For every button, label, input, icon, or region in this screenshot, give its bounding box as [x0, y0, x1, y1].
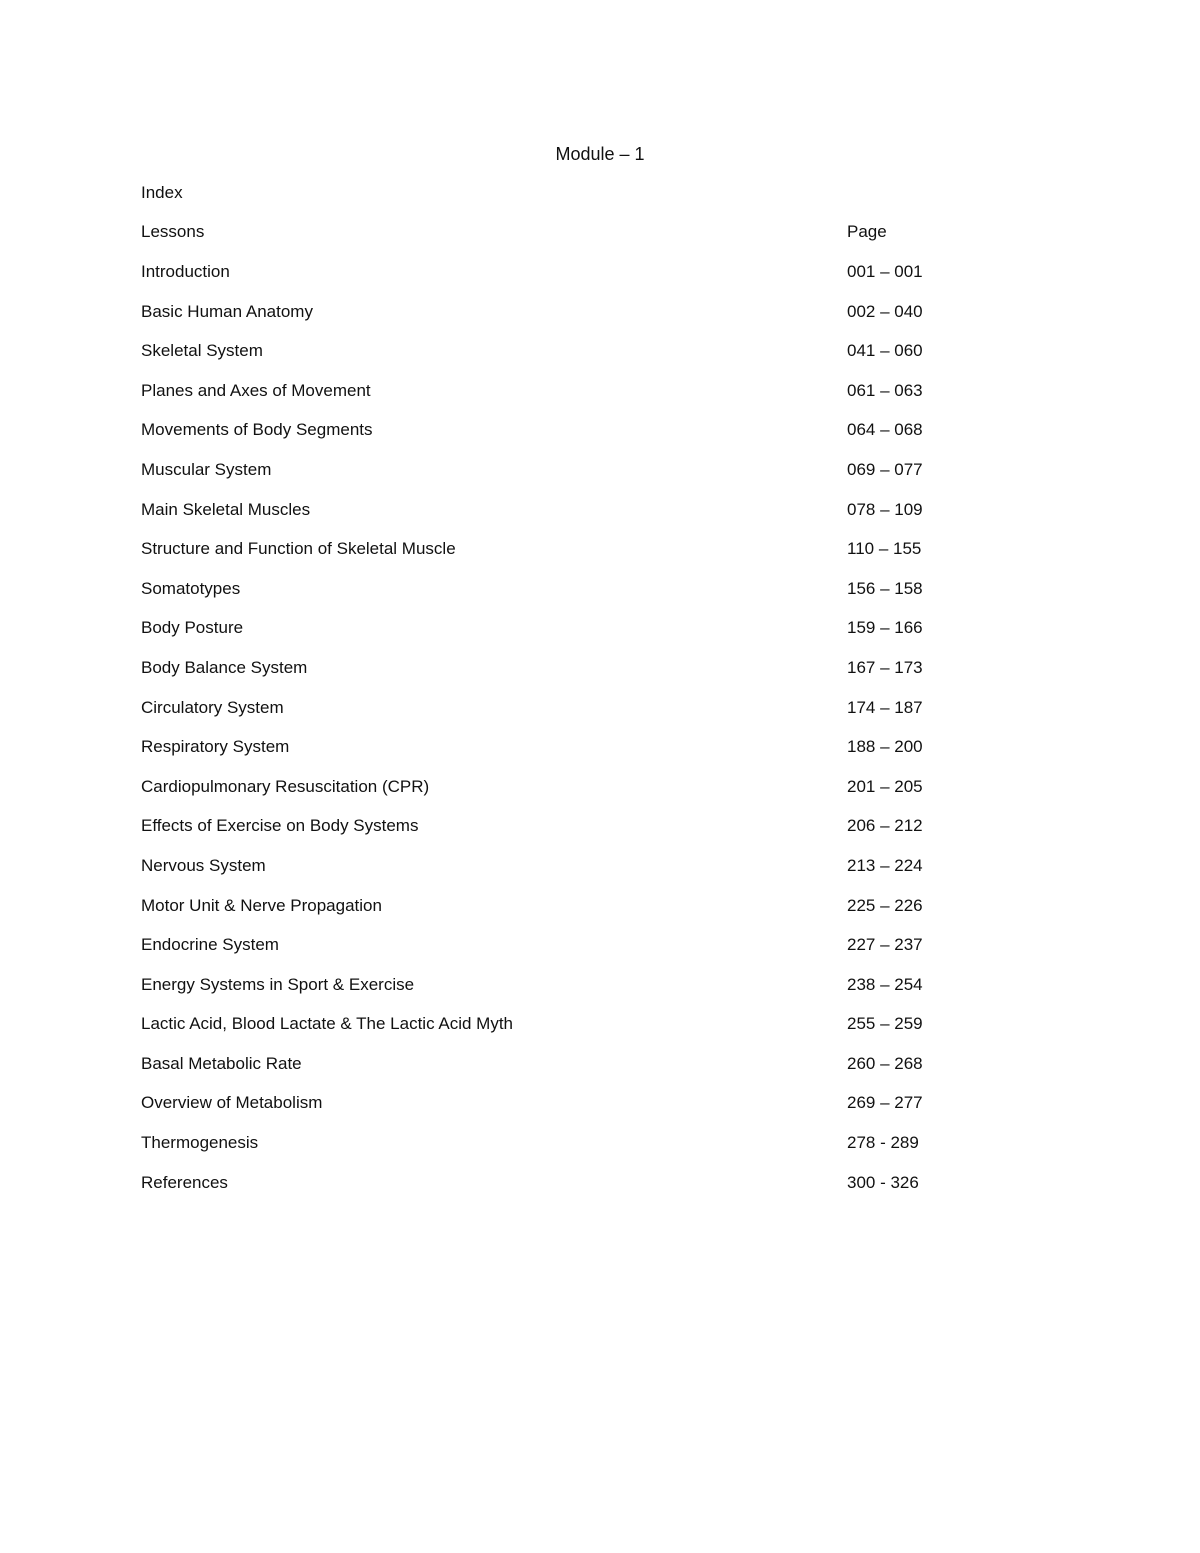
index-row	[141, 973, 941, 1013]
lesson-title: Movements of Body Segments	[141, 420, 373, 440]
page-range: 159 – 166	[847, 618, 923, 638]
lesson-title: Effects of Exercise on Body Systems	[141, 816, 419, 836]
lesson-title: Respiratory System	[141, 737, 290, 757]
index-row	[141, 537, 941, 577]
index-row	[141, 498, 941, 538]
page-range: 255 – 259	[847, 1014, 923, 1034]
page-range: 206 – 212	[847, 816, 923, 836]
lesson-title: Endocrine System	[141, 935, 279, 955]
page-range: 201 – 205	[847, 776, 923, 796]
index-row	[141, 577, 941, 617]
page-range: 174 – 187	[847, 697, 923, 717]
lesson-title: References	[141, 1172, 228, 1192]
lesson-title: Basic Human Anatomy	[141, 301, 313, 321]
lesson-title: Lactic Acid, Blood Lactate & The Lactic Acid Myth	[141, 1014, 513, 1034]
page-range: 278 - 289	[847, 1133, 919, 1153]
page-range: 002 – 040	[847, 301, 923, 321]
page-range: 078 – 109	[847, 499, 923, 519]
index-list	[141, 260, 941, 1210]
page-range: 260 – 268	[847, 1053, 923, 1073]
index-row	[141, 1131, 941, 1171]
lesson-title: Main Skeletal Muscles	[141, 499, 311, 519]
page-range: 238 – 254	[847, 974, 923, 994]
lessons-column-header: Lessons	[141, 222, 205, 241]
index-row	[141, 1012, 941, 1052]
page-range: 300 - 326	[847, 1172, 919, 1192]
index-row	[141, 814, 941, 854]
page-range: 269 – 277	[847, 1093, 923, 1113]
lesson-title: Thermogenesis	[141, 1133, 259, 1153]
index-row	[141, 894, 941, 934]
index-row	[141, 775, 941, 815]
lesson-title: Motor Unit & Nerve Propagation	[141, 895, 382, 915]
page-range: 225 – 226	[847, 895, 923, 915]
index-row	[141, 379, 941, 419]
lesson-title: Cardiopulmonary Resuscitation (CPR)	[141, 776, 430, 796]
lesson-title: Skeletal System	[141, 341, 263, 361]
page-range: 110 – 155	[847, 539, 922, 559]
index-row	[141, 933, 941, 973]
lesson-title: Nervous System	[141, 855, 266, 875]
page-range: 041 – 060	[847, 341, 923, 361]
lesson-title: Circulatory System	[141, 697, 284, 717]
index-row	[141, 458, 941, 498]
index-row	[141, 1171, 941, 1211]
page-range: 213 – 224	[847, 855, 923, 875]
index-row	[141, 260, 941, 300]
page-range: 156 – 158	[847, 578, 923, 598]
lesson-title: Overview of Metabolism	[141, 1093, 323, 1113]
index-row	[141, 696, 941, 736]
index-row	[141, 418, 941, 458]
page-range: 064 – 068	[847, 420, 923, 440]
page-range: 061 – 063	[847, 380, 923, 400]
lesson-title: Basal Metabolic Rate	[141, 1053, 302, 1073]
lesson-title: Body Balance System	[141, 657, 308, 677]
lesson-title: Introduction	[141, 262, 230, 281]
lesson-title: Somatotypes	[141, 578, 241, 598]
lesson-title: Energy Systems in Sport & Exercise	[141, 974, 415, 994]
page-range: 227 – 237	[847, 935, 923, 955]
lesson-title: Muscular System	[141, 459, 272, 479]
index-row	[141, 656, 941, 696]
index-row	[141, 300, 941, 340]
lesson-title: Body Posture	[141, 618, 244, 638]
index-heading: Index	[141, 183, 183, 202]
page-range: 069 – 077	[847, 459, 923, 479]
page-range: 188 – 200	[847, 737, 923, 757]
index-row	[141, 854, 941, 894]
lesson-title: Structure and Function of Skeletal Muscle	[141, 539, 456, 559]
index-row	[141, 1052, 941, 1092]
page-range: 167 – 173	[847, 657, 923, 677]
page-column-header: Page	[847, 222, 887, 241]
index-row	[141, 339, 941, 379]
lesson-title: Planes and Axes of Movement	[141, 380, 371, 400]
index-row	[141, 735, 941, 775]
index-row	[141, 616, 941, 656]
index-row	[141, 1091, 941, 1131]
page-title: Module – 1	[555, 144, 645, 164]
page-range: 001 – 001	[847, 262, 923, 281]
table-header	[141, 220, 941, 244]
